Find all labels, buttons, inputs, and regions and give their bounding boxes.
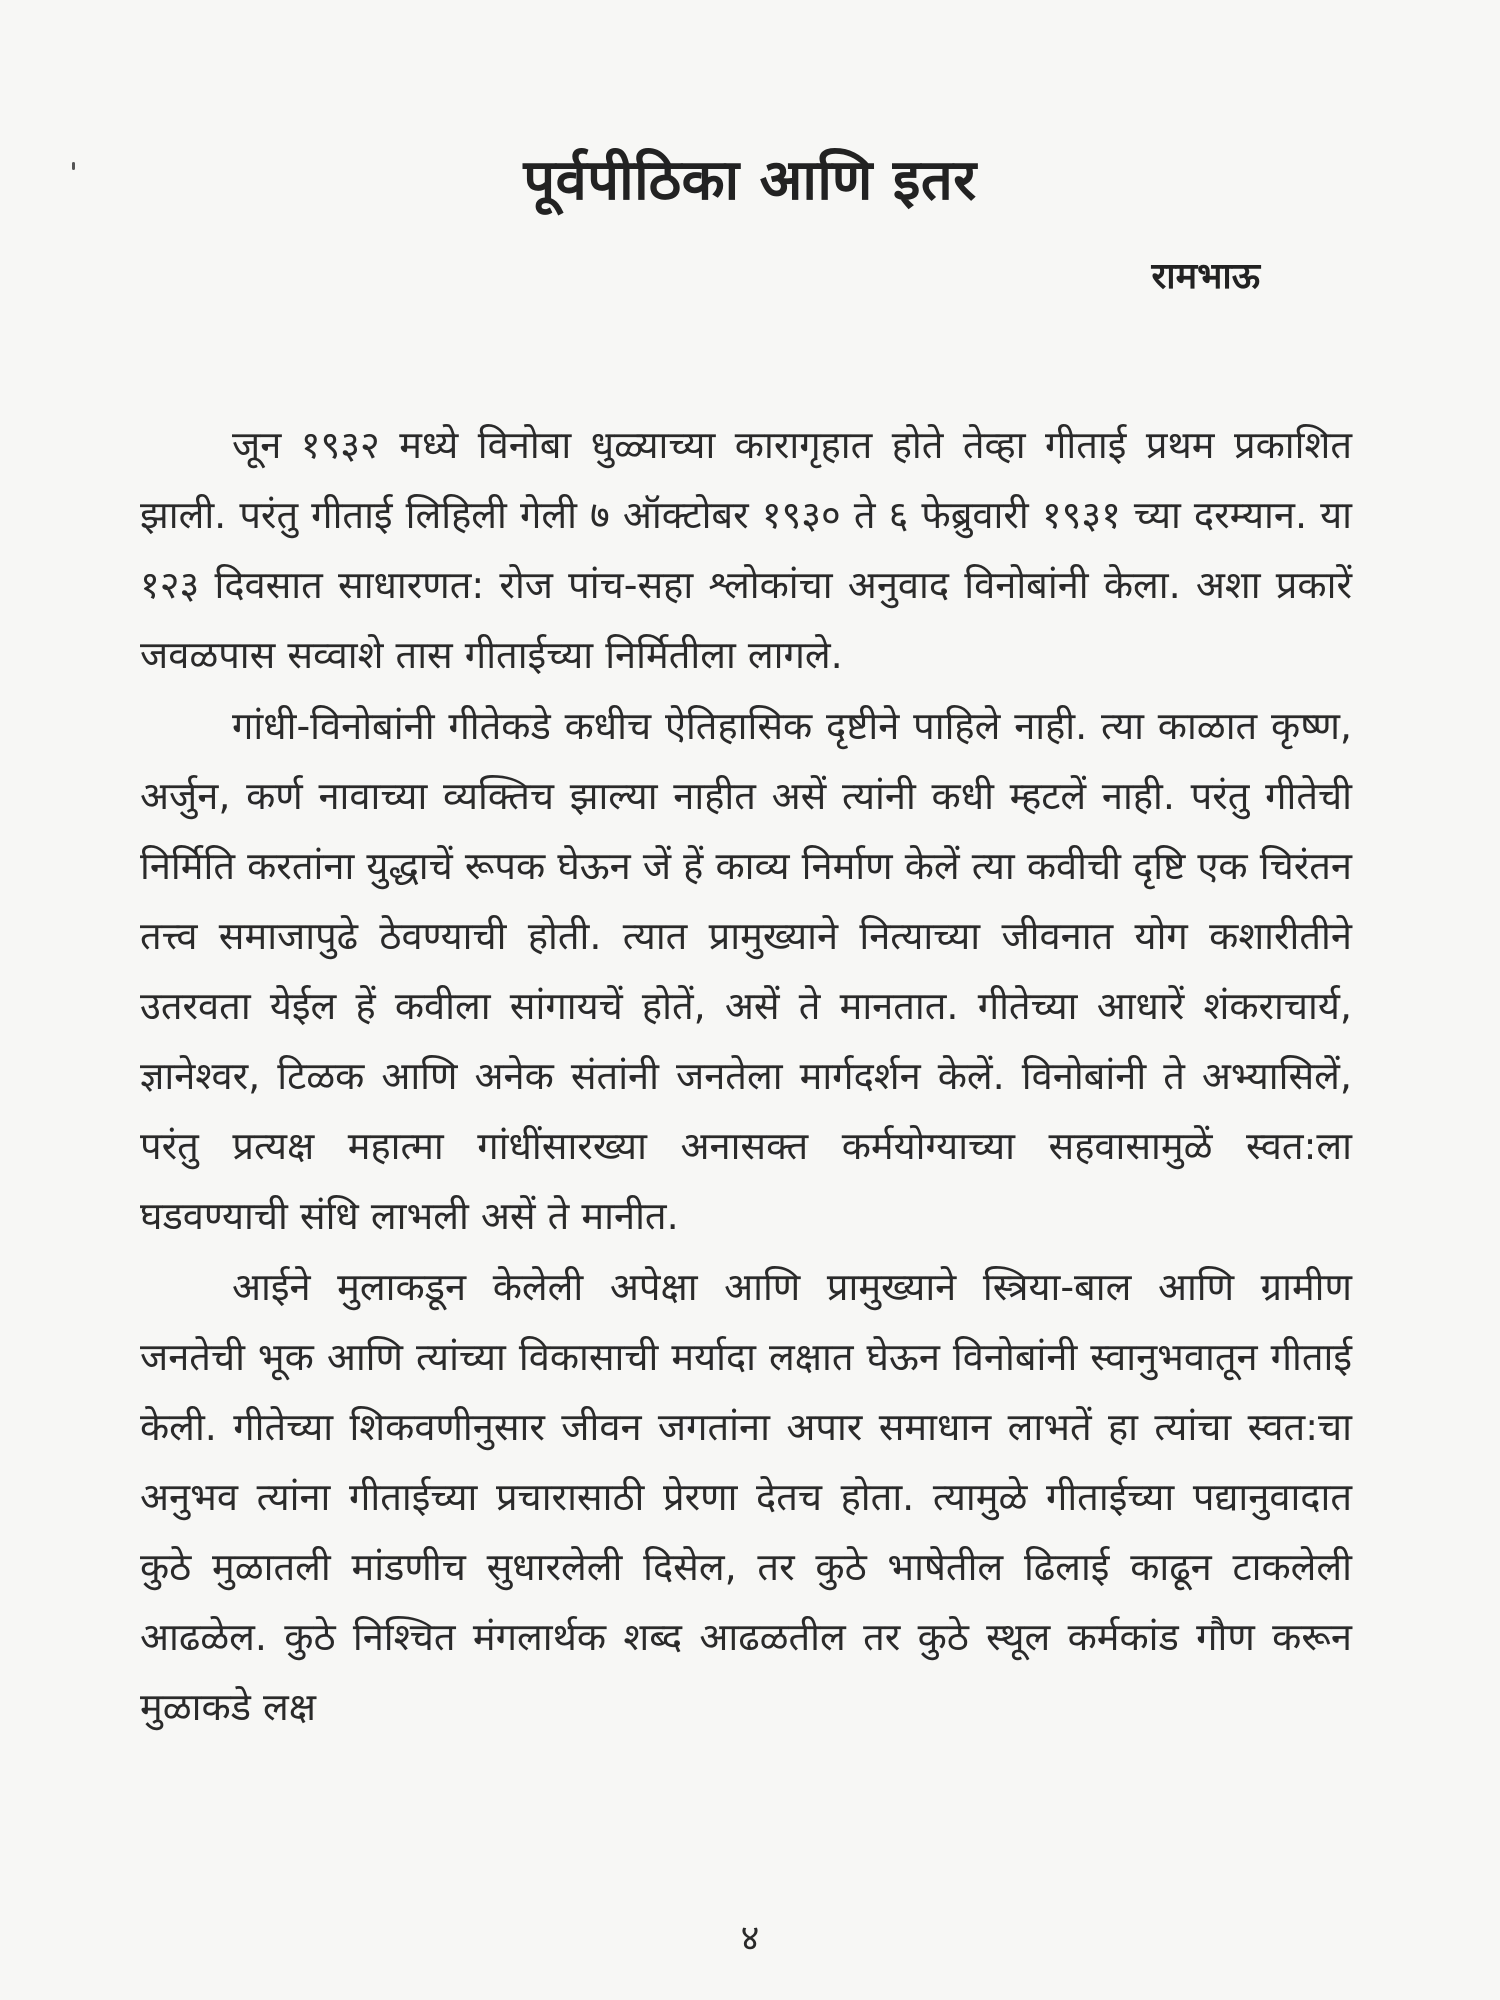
paragraph-3: आईने मुलाकडून केलेली अपेक्षा आणि प्रामुख्याने स्त्रिया-बाल आणि ग्रामीण जनतेची भूक आणि त्यांच्या विकासाची मर्यादा लक्षात घेऊन विनोबांनी स्वानुभवातून गीताई केली. गीतेच्या शिकवणीनुसार जीवन जगतांना अपार समाधान लाभतें हा त्यांचा स्वत:चा अनुभव त्यांना गीताईच्या प्रचारासाठी प्रेरणा देतच होता. त्यामुळे गीताईच्या पद्यानुवादात कुठे मुळातली मांडणीच सुधारलेली दिसेल, तर कुठे भाषेतील ढिलाई काढून टाकलेली आढळेल. कुठे निश्चित मंगलार्थक शब्द आढळतील तर कुठे स्थूल कर्मकांड गौण करून मुळाकडे लक्ष — [140, 1265, 1352, 1729]
paragraph-1: जून १९३२ मध्ये विनोबा धुळ्याच्या कारागृहात होते तेव्हा गीताई प्रथम प्रकाशित झाली. परंतु गीताई लिहिली गेली ७ ऑक्टोबर १९३० ते ६ फेब्रुवारी १९३१ च्या दरम्यान. या १२३ दिवसात साधारणत: रोज पांच-सहा श्लोकांचा अनुवाद विनोबांनी केला. अशा प्रकारें जवळपास सव्वाशे तास गीताईच्या निर्मितीला लागले. — [140, 423, 1352, 677]
page-number: ४ — [740, 1918, 760, 1959]
author-name: रामभाऊ — [1151, 256, 1260, 297]
paragraph-2: गांधी-विनोबांनी गीतेकडे कधीच ऐतिहासिक दृष्टीने पाहिले नाही. त्या काळात कृष्ण, अर्जुन, कर्ण नावाच्या व्यक्तिच झाल्या नाहीत असें त्यांनी कधी म्हटलें नाही. परंतु गीतेची निर्मिति करतांना युद्धाचें रूपक घेऊन जें हें काव्य निर्माण केलें त्या कवीची दृष्टि एक चिरंतन तत्त्व समाजापुढे ठेवण्याची होती. त्यात प्रामुख्याने नित्याच्या जीवनात योग कशारीतीने उतरवता येईल हें कवीला सांगायचें होतें, असें ते मानतात. गीतेच्या आधारें शंकराचार्य, ज्ञानेश्वर, टिळक आणि अनेक संतांनी जनतेला मार्गदर्शन केलें. विनोबांनी ते अभ्यासिलें, परंतु प्रत्यक्ष महात्मा गांधींसारख्या अनासक्त कर्मयोग्याच्या सहवासामुळें स्वत:ला घडवण्याची संधि लाभली असें ते मानीत. — [140, 704, 1352, 1238]
body-text — [140, 410, 1352, 1743]
chapter-title: पूर्वपीठिका आणि इतर — [523, 148, 977, 213]
